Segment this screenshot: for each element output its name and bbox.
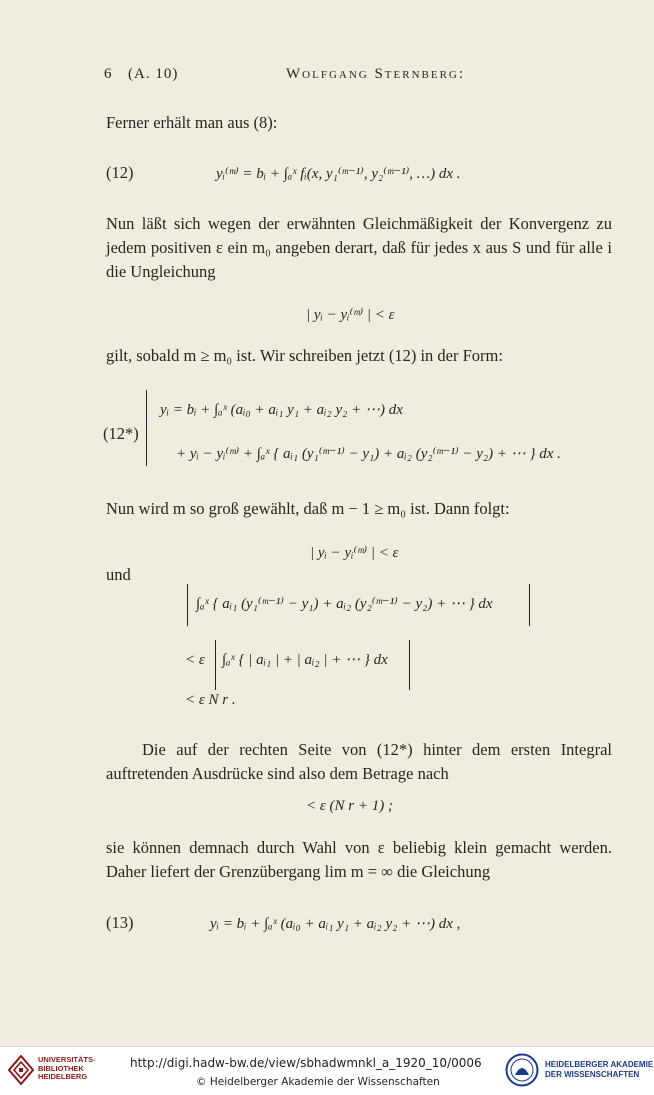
equation-12-star-line-2: + yᵢ − yᵢ⁽ᵐ⁾ + ∫ₐˣ { aᵢ₁ (y₁⁽ᵐ⁻¹⁾ − y₁) + aᵢ₂ (y₂⁽ᵐ⁻¹⁾ − y₂) + ⋯ } dx . [176,446,561,462]
abs-bar-left-2 [215,640,216,690]
inequality-4: < ε (N r + 1) ; [306,798,393,814]
inequality-3-line-1: ∫ₐˣ { aᵢ₁ (y₁⁽ᵐ⁻¹⁾ − y₁) + aᵢ₂ (y₂⁽ᵐ⁻¹⁾ − y₂) + ⋯ } dx [196,596,493,612]
inequality-2: | yᵢ − yᵢ⁽ᵐ⁾ | < ε [310,545,399,561]
paragraph-4: Nun wird m so groß gewählt, daß m − 1 ≥ m₀ ist. Dann folgt: [106,499,510,518]
inequality-1: | yᵢ − yᵢ⁽ᵐ⁾ | < ε [306,307,395,323]
equation-12-star-line-1: yᵢ = bᵢ + ∫ₐˣ (aᵢ₀ + aᵢ₁ y₁ + aᵢ₂ y₂ + ⋯) dx [160,402,403,418]
equation-12: yᵢ⁽ᵐ⁾ = bᵢ + ∫ₐˣ fᵢ(x, y₁⁽ᵐ⁻¹⁾, y₂⁽ᵐ⁻¹⁾, …) dx . [216,166,461,182]
abs-bar-right-2 [409,640,410,690]
abs-bar-right-1 [529,584,530,626]
viewer-footer [0,1046,654,1095]
paragraph-7: sie können demnach durch Wahl von ε beliebig klein gemacht werden. Daher liefert der Grenzübergang lim m = ∞ die Gleichung [106,838,612,881]
paragraph-1: Ferner erhält man aus (8): [106,113,278,132]
paragraph-3: gilt, sobald m ≥ m₀ ist. Wir schreiben jetzt (12) in der Form: [106,346,503,365]
copyright-text: © Heidelberger Akademie der Wissenschaften [196,1076,440,1088]
equation-12-star-number: (12*) [103,424,139,443]
academy-seal-icon [505,1053,539,1087]
equation-12-number: (12) [106,163,134,182]
equation-13: yᵢ = bᵢ + ∫ₐˣ (aᵢ₀ + aᵢ₁ y₁ + aᵢ₂ y₂ + ⋯) dx , [210,916,461,932]
inequality-3-line-3: < ε N r . [185,692,236,708]
paragraph-2: Nun läßt sich wegen der erwähnten Gleichmäßigkeit der Konvergenz zu jedem positiven ε ein m₀ angeben derart, daß für jedes x aus S und für alle i die Ungleichung [106,214,612,281]
university-library-logo-icon [8,1055,34,1085]
inequality-3-line-2: ∫ₐˣ { | aᵢ₁ | + | aᵢ₂ | + ⋯ } dx [222,652,388,668]
paragraph-6: Die auf der rechten Seite von (12*) hinter dem ersten Integral auftretenden Ausdrücke sind also dem Betrage nach [106,740,612,783]
university-library-logo-text: UNIVERSITÄTS- BIBLIOTHEK HEIDELBERG [38,1055,96,1081]
academy-logo-text: HEIDELBERGER AKADEMIE DER WISSENSCHAFTEN [545,1060,654,1079]
equation-13-number: (13) [106,913,134,932]
abs-bar-left-1 [187,584,188,626]
paragraph-und: und [106,565,131,584]
page-number: 6 [104,66,113,82]
equation-brace [146,390,147,466]
running-author: Wolfgang Sternberg: [286,66,466,82]
permalink-link[interactable]: http://digi.hadw-bw.de/view/sbhadwmnkl_a_1920_10/0006 [130,1056,482,1070]
inequality-3-line-2-prefix: < ε [185,652,205,668]
section-label: (A. 10) [128,66,179,82]
